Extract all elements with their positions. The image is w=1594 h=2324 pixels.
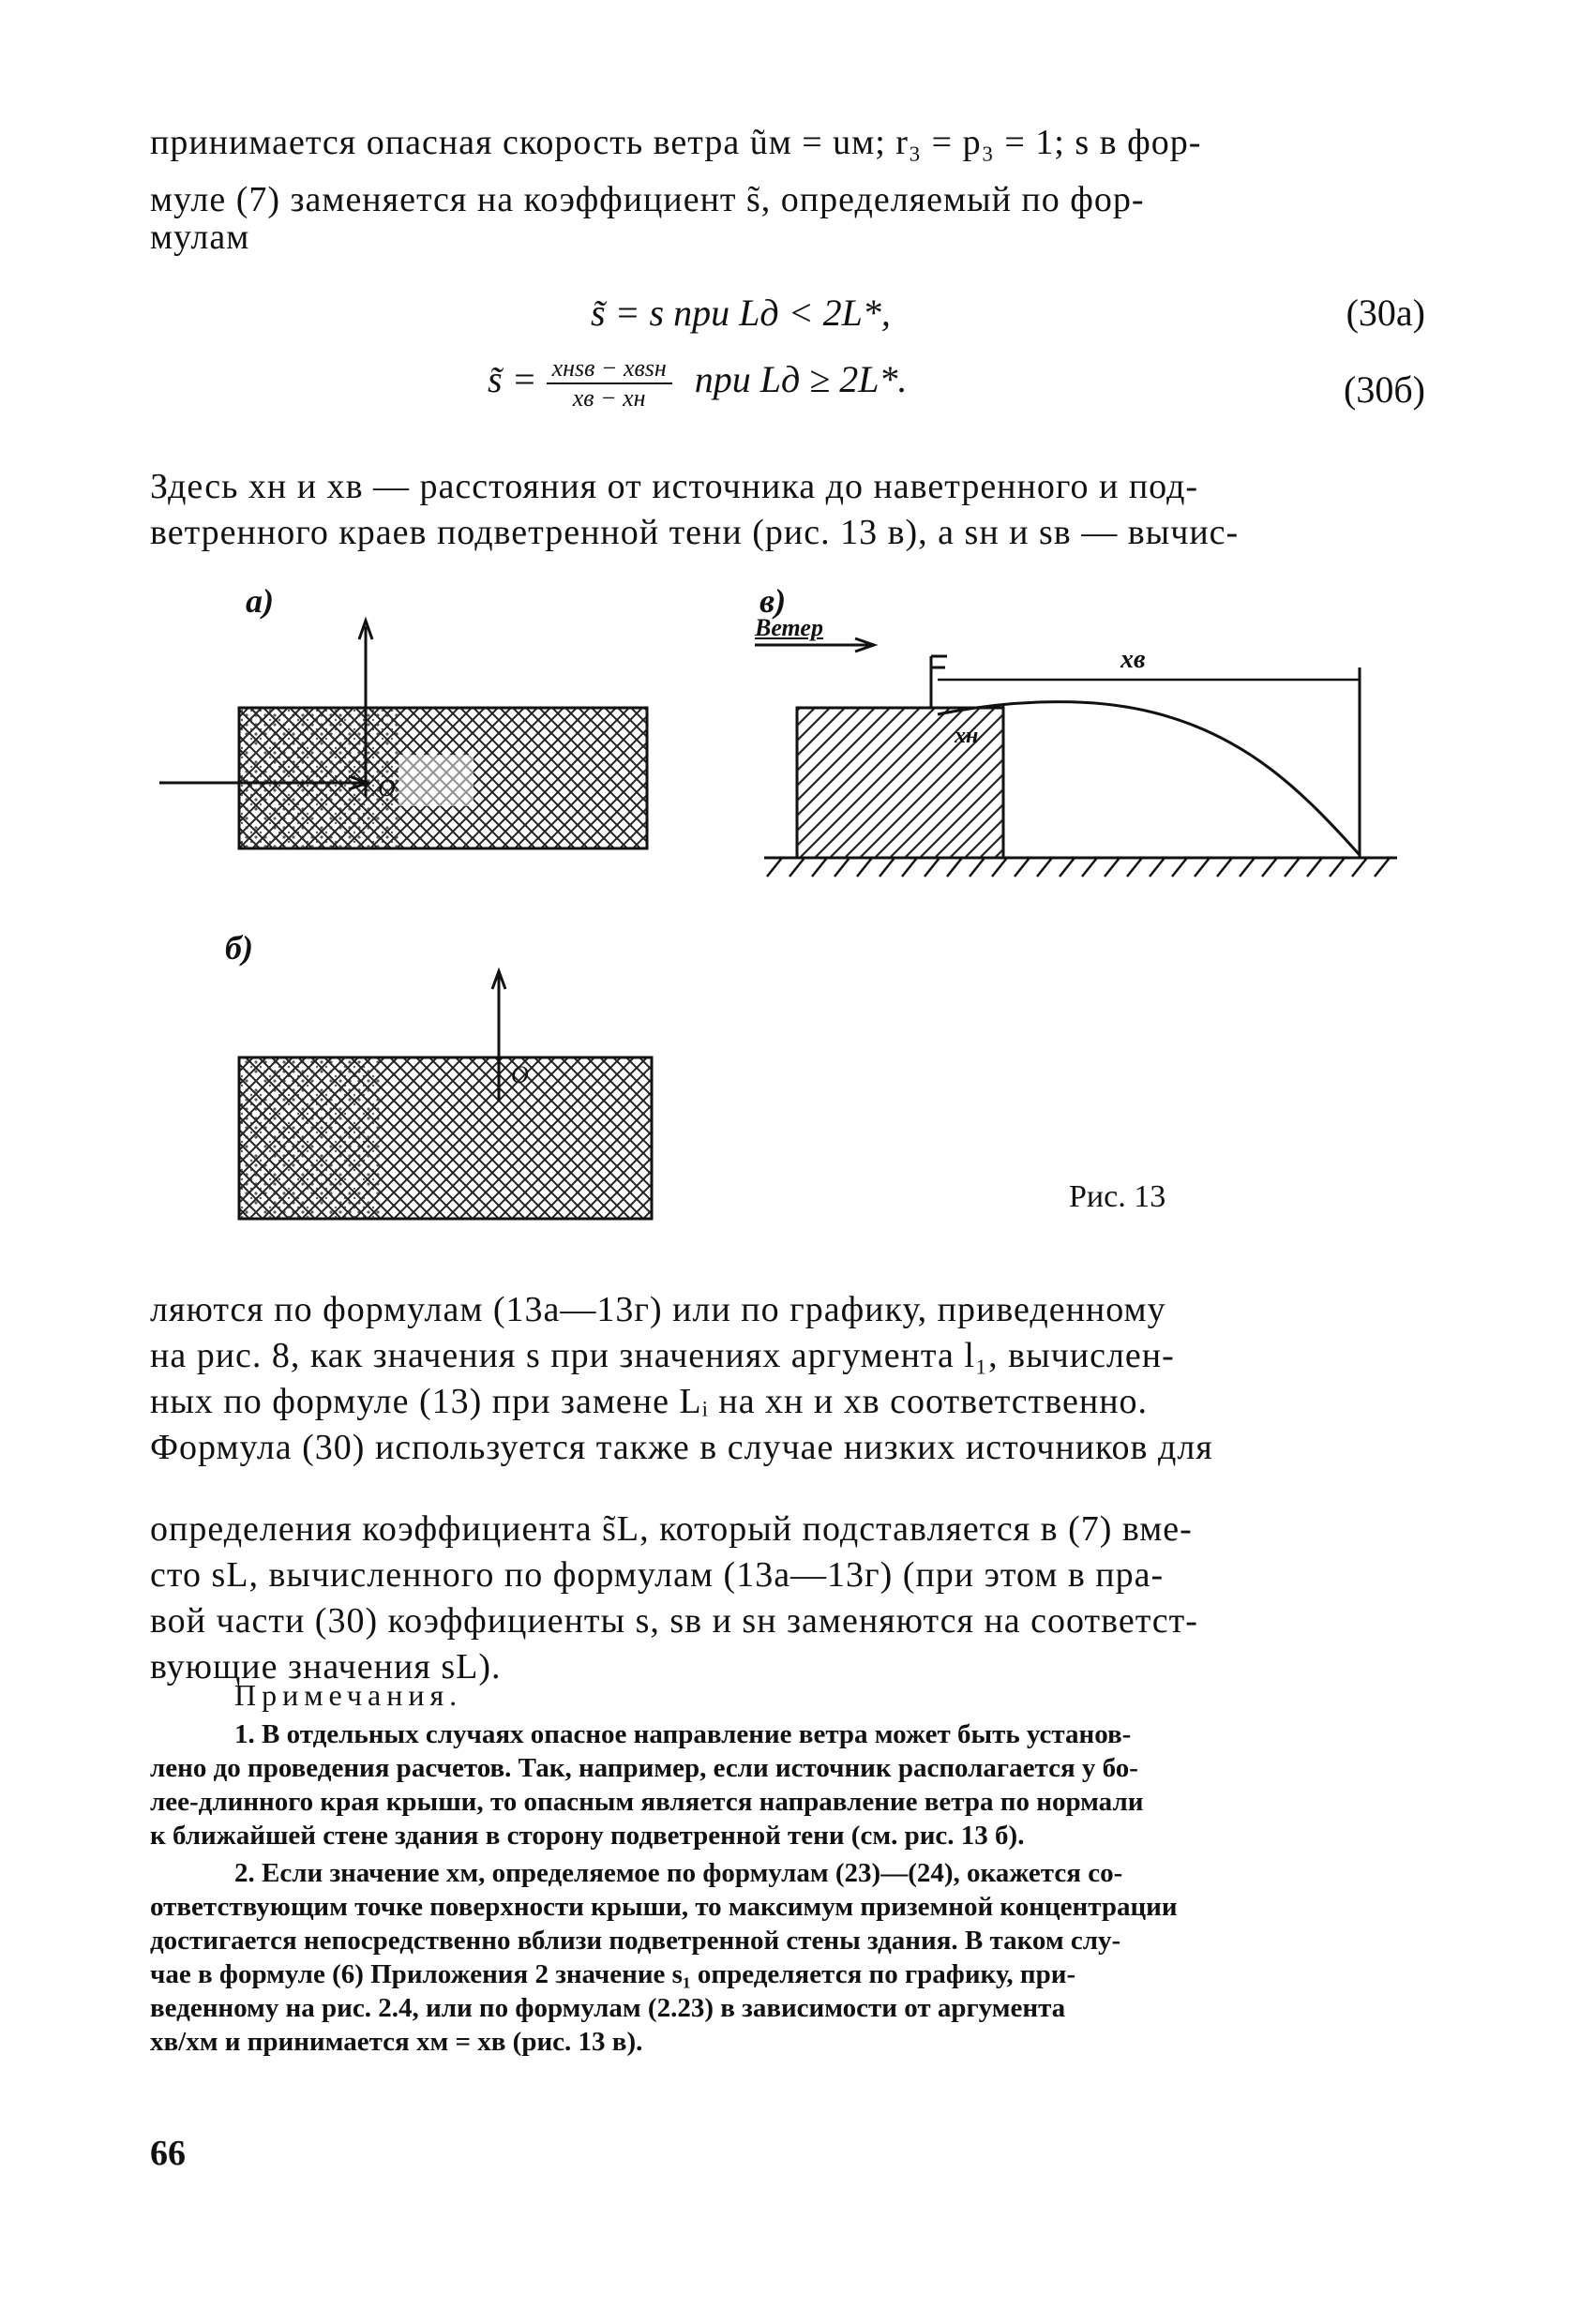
- equation-30b-number: (30б): [1344, 368, 1425, 411]
- note-line: 1. В отдельных случаях опасное направление ветра может быть установ-: [234, 1719, 1132, 1749]
- text-line: определения коэффициента s̃L, который подставляется в (7) вме-: [150, 1509, 1193, 1549]
- building-plan-b-shade: [239, 1057, 380, 1219]
- note-line: ответствующим точке поверхности крыши, то максимум приземной концентрации: [150, 1892, 1178, 1922]
- equation-30a-text: s̃ = s при Lд < 2L*,: [591, 292, 891, 334]
- source-point-b: О: [511, 1061, 529, 1088]
- fraction-denominator: xв − xн: [572, 384, 646, 412]
- equation-30b-fraction: [547, 354, 672, 412]
- label-xv: xв: [1120, 645, 1146, 674]
- building-plan-a-shade: [398, 755, 474, 806]
- text-line: принимается опасная скорость ветра ũм = uм; r₃ = p₃ = 1; s в фор-: [150, 123, 1202, 162]
- text-line: вой части (30) коэффициенты s, sв и sн заменяются на соответст-: [150, 1601, 1198, 1641]
- text-line: муле (7) заменяется на коэффициент s̃, определяемый по фор-: [150, 180, 1145, 219]
- figure-panel-v: [755, 638, 1397, 877]
- figure-label-a: а): [246, 582, 274, 620]
- text-line: мулам: [150, 217, 250, 257]
- wind-label: Ветер: [755, 614, 823, 641]
- note-line: чае в формуле (6) Приложения 2 значение s₁ определяется по графику, при-: [150, 1959, 1076, 1989]
- fraction-numerator: xнsв − xвsн: [547, 354, 672, 384]
- note-line: xв/xм и принимается xм = xв (рис. 13 в).: [150, 2027, 643, 2057]
- note-line: лее-длинного края крыши, то опасным является направление ветра по нормали: [150, 1787, 1144, 1817]
- label-xn: xн: [955, 724, 979, 748]
- note-line: достигается непосредственно вблизи подветренной стены здания. В таком слу-: [150, 1926, 1121, 1956]
- note-2: [150, 1856, 1435, 2059]
- equation-30a: [591, 291, 891, 335]
- text-line: ных по формуле (13) при замене Lᵢ на xн и xв соответственно.: [150, 1382, 1149, 1421]
- figure-caption: Рис. 13: [1069, 1179, 1166, 1214]
- note-line: к ближайшей стене здания в сторону подветренной тени (см. рис. 13 б).: [150, 1821, 1025, 1851]
- text-line: на рис. 8, как значения s при значениях аргумента l₁, вычислен-: [150, 1336, 1175, 1375]
- paragraph-intro: [150, 120, 1425, 257]
- building-plan-a-shade: [239, 708, 398, 848]
- paragraph-continuation: [150, 1287, 1425, 1690]
- page-number: 66: [150, 2134, 186, 2173]
- equation-30a-number: (30а): [1346, 292, 1425, 334]
- text-line: ляются по формулам (13а—13г) или по графику, приведенному: [150, 1290, 1166, 1329]
- equation-30b-rhs: при Lд ≥ 2L*.: [694, 358, 908, 401]
- figure-label-b: б): [225, 929, 253, 967]
- equation-30b-lhs: s̃ =: [488, 358, 537, 401]
- note-1: [150, 1717, 1435, 1852]
- figure-label-v: в): [759, 582, 787, 620]
- note-line: веденному на рис. 2.4, или по формулам (2.23) в зависимости от аргумента: [150, 1993, 1066, 2023]
- paragraph-definitions: [150, 464, 1425, 556]
- notes-title: Примечания.: [234, 1678, 463, 1712]
- note-line: 2. Если значение xм, определяемое по формулам (23)—(24), окажется со-: [234, 1858, 1123, 1888]
- figure-panel-b: [239, 971, 652, 1219]
- text-line: Формула (30) используется также в случае низких источников для: [150, 1428, 1213, 1467]
- source-stack-top: [931, 656, 947, 667]
- note-line: лено до проведения расчетов. Так, например, если источник располагается у бо-: [150, 1753, 1138, 1783]
- equation-30b: [488, 354, 907, 412]
- figure-panel-a: [159, 621, 647, 848]
- text-line: ветренного краев подветренной тени (рис. 13 в), а sн и sв — вычис-: [150, 513, 1240, 552]
- source-point-a: О: [378, 774, 396, 802]
- text-line: сто sL, вычисленного по формулам (13а—13г) (при этом в пра-: [150, 1555, 1165, 1595]
- ground-hatching: [767, 858, 1390, 877]
- text-line: Здесь xн и xв — расстояния от источника до наветренного и под-: [150, 467, 1199, 506]
- text-line: вующие значения sL).: [150, 1647, 502, 1687]
